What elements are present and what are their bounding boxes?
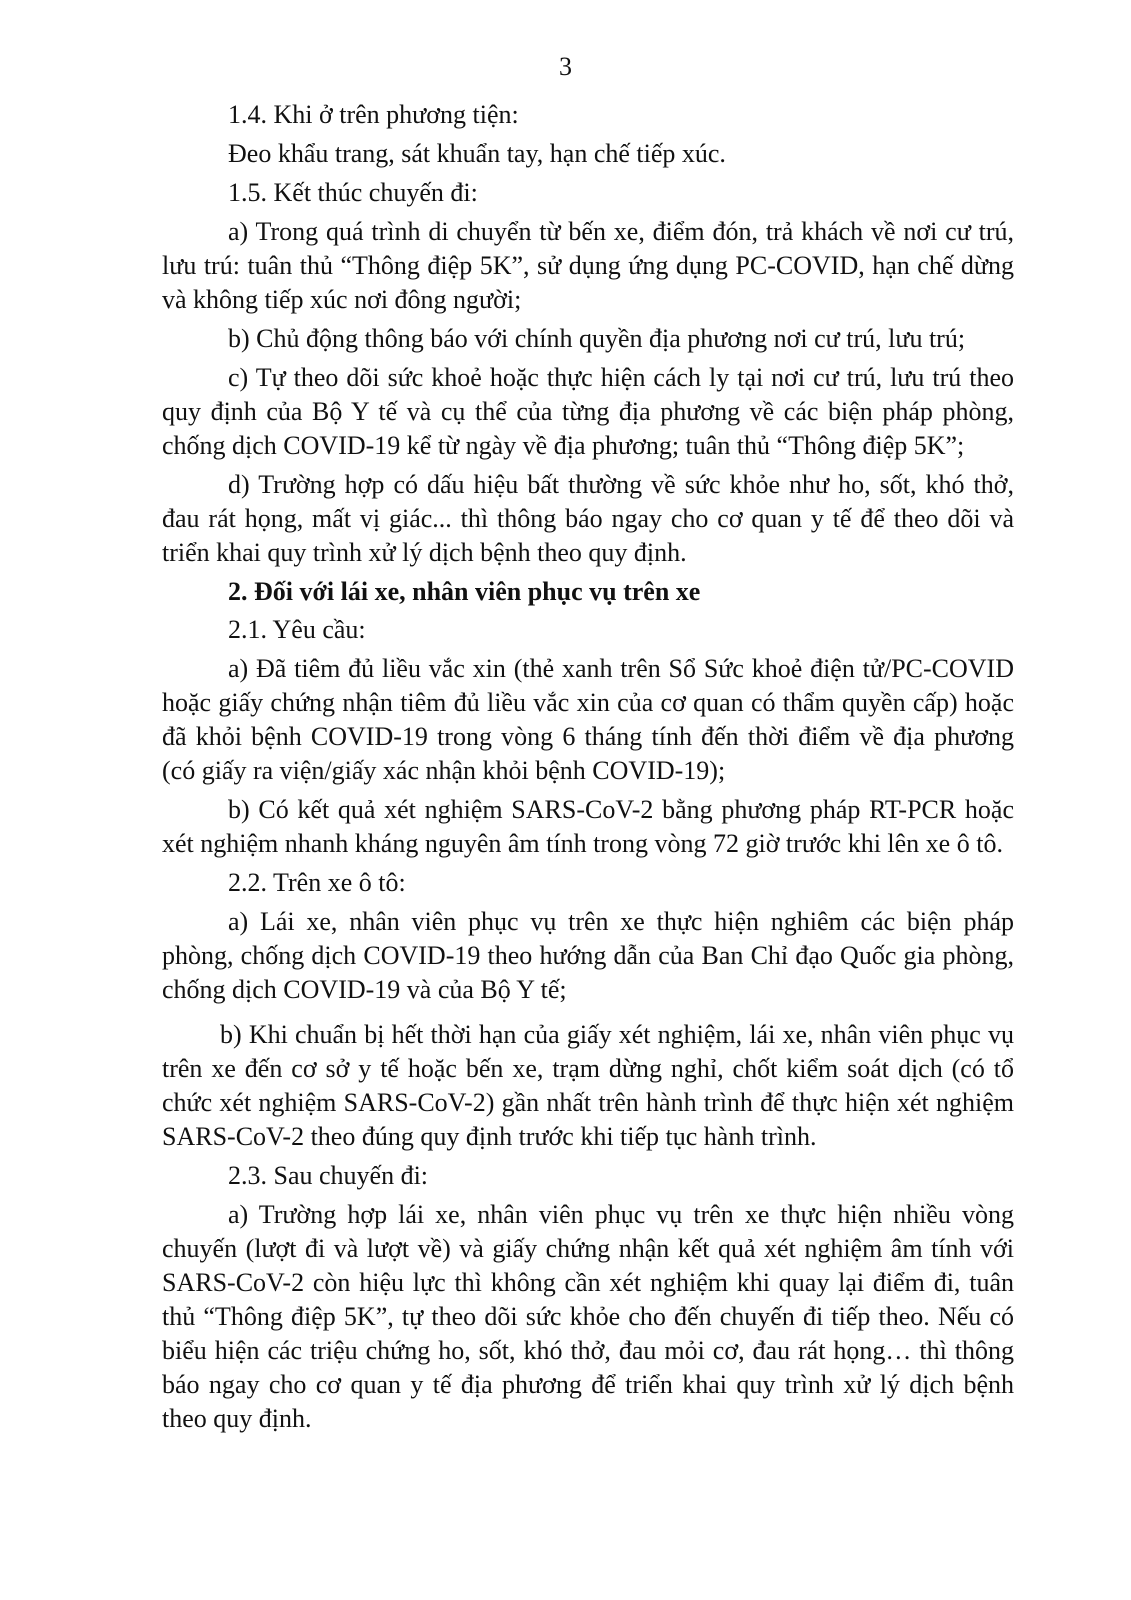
- section-2-heading: 2. Đối với lái xe, nhân viên phục vụ trên xe: [228, 577, 701, 606]
- section-1-5-item-c: c) Tự theo dõi sức khoẻ hoặc thực hiện cách ly tại nơi cư trú, lưu trú theo quy định của Bộ Y tế và cụ thể của từng địa phương về các biện pháp phòng, chống dịch COVID-19 kể từ ngày về địa phương; tuân thủ “Thông điệp 5K”;: [162, 363, 1014, 460]
- section-2-3-item-a: a) Trường hợp lái xe, nhân viên phục vụ trên xe thực hiện nhiều vòng chuyến (lượt đi và lượt về) và giấy chứng nhận kết quả xét nghiệm âm tính với SARS-CoV-2 còn hiệu lực thì không cần xét nghiệm khi quay lại điểm đi, tuân thủ “Thông điệp 5K”, tự theo dõi sức khỏe cho đến chuyến đi tiếp theo. Nếu có biểu hiện các triệu chứng ho, sốt, khó thở, đau mỏi cơ, đau rát họng… thì thông báo ngay cho cơ quan y tế địa phương để triển khai quy trình xử lý dịch bệnh theo quy định.: [162, 1200, 1014, 1433]
- section-2-1-item-a: a) Đã tiêm đủ liều vắc xin (thẻ xanh trên Sổ Sức khoẻ điện tử/PC-COVID hoặc giấy chứng nhận tiêm đủ liều vắc xin của cơ quan có thẩm quyền cấp) hoặc đã khỏi bệnh COVID-19 trong vòng 6 tháng tính đến thời điểm về địa phương (có giấy ra viện/giấy xác nhận khỏi bệnh COVID-19);: [162, 654, 1014, 785]
- section-2-1-title: 2.1. Yêu cầu:: [228, 615, 366, 644]
- section-1-5-item-b: b) Chủ động thông báo với chính quyền địa phương nơi cư trú, lưu trú;: [228, 324, 966, 353]
- section-1-5-title: 1.5. Kết thúc chuyến đi:: [228, 178, 478, 207]
- section-1-5-item-d: d) Trường hợp có dấu hiệu bất thường về sức khỏe như ho, sốt, khó thở, đau rát họng, mất vị giác... thì thông báo ngay cho cơ quan y tế để theo dõi và triển khai quy trình xử lý dịch bệnh theo quy định.: [162, 470, 1014, 567]
- document-body: [162, 98, 1014, 1437]
- section-1-4-text: Đeo khẩu trang, sát khuẩn tay, hạn chế tiếp xúc.: [228, 139, 726, 168]
- page-number: 3: [559, 52, 572, 81]
- section-1-5-item-a: a) Trong quá trình di chuyển từ bến xe, điểm đón, trả khách về nơi cư trú, lưu trú: tuân thủ “Thông điệp 5K”, sử dụng ứng dụng PC-COVID, hạn chế dừng và không tiếp xúc nơi đông người;: [162, 217, 1014, 314]
- section-2-2-title: 2.2. Trên xe ô tô:: [228, 868, 406, 897]
- section-1-4-title: 1.4. Khi ở trên phương tiện:: [228, 100, 519, 129]
- section-2-1-item-b: b) Có kết quả xét nghiệm SARS-CoV-2 bằng phương pháp RT-PCR hoặc xét nghiệm nhanh kháng nguyên âm tính trong vòng 72 giờ trước khi lên xe ô tô.: [162, 795, 1014, 858]
- section-2-2-item-b: b) Khi chuẩn bị hết thời hạn của giấy xét nghiệm, lái xe, nhân viên phục vụ trên xe đến cơ sở y tế hoặc bến xe, trạm dừng nghỉ, chốt kiểm soát dịch (có tổ chức xét nghiệm SARS-CoV-2) gần nhất trên hành trình để thực hiện xét nghiệm SARS-CoV-2 theo đúng quy định trước khi tiếp tục hành trình.: [162, 1020, 1014, 1151]
- section-2-3-title: 2.3. Sau chuyến đi:: [228, 1161, 429, 1190]
- section-2-2-item-a: a) Lái xe, nhân viên phục vụ trên xe thực hiện nghiêm các biện pháp phòng, chống dịch COVID-19 theo hướng dẫn của Ban Chỉ đạo Quốc gia phòng, chống dịch COVID-19 và của Bộ Y tế;: [162, 907, 1014, 1004]
